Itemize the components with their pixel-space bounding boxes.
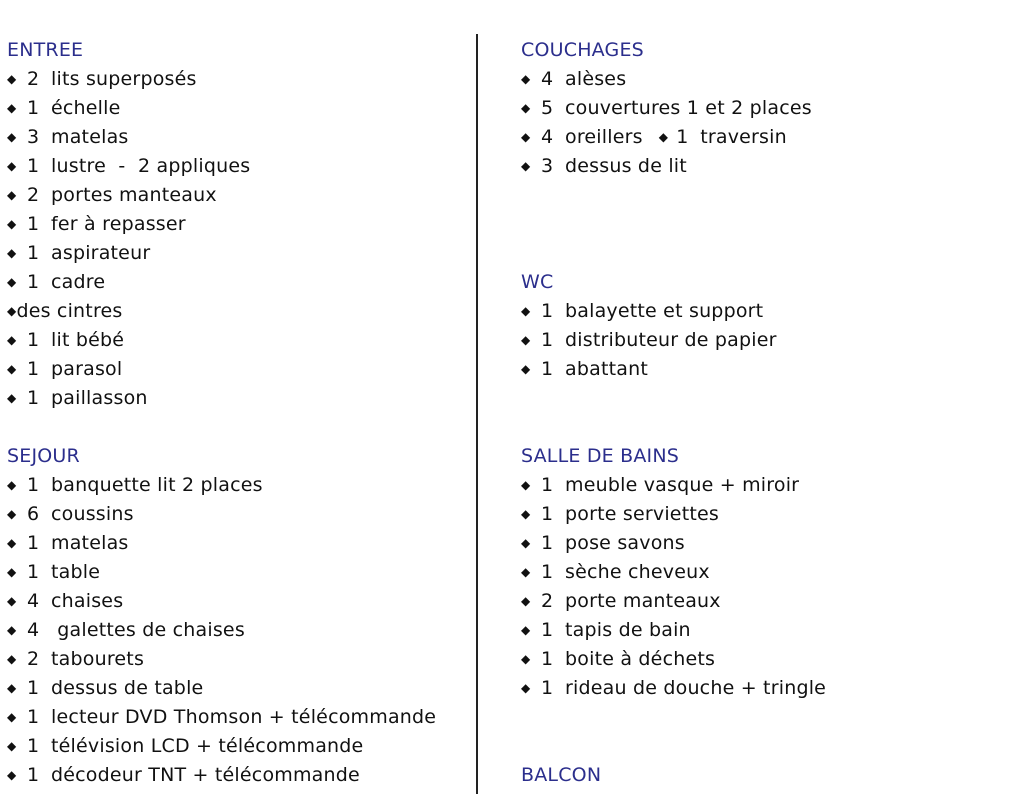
- section-gap: [521, 384, 1001, 442]
- bullet-icon: ◆: [521, 130, 531, 144]
- bullet-icon: ◆: [521, 72, 531, 86]
- list-item: [7, 384, 467, 413]
- list-item: [521, 674, 1001, 703]
- item-label: matelas: [51, 532, 129, 554]
- bullet-icon: ◆: [7, 333, 17, 347]
- list-item: [7, 181, 467, 210]
- item-quantity: 1: [27, 735, 40, 757]
- bullet-icon: ◆: [7, 739, 17, 753]
- item-label: lecteur DVD Thomson + télécommande: [51, 706, 437, 728]
- item-label: pose savons: [565, 532, 685, 554]
- item-quantity: 1: [27, 764, 40, 786]
- bullet-icon: ◆: [7, 594, 17, 608]
- item-label: banquette lit 2 places: [51, 474, 263, 496]
- item-quantity: 1: [541, 503, 554, 525]
- list-item: [521, 152, 1001, 181]
- bullet-icon: ◆: [7, 681, 17, 695]
- item-label: fer à repasser: [51, 213, 186, 235]
- item-label: abattant: [565, 358, 648, 380]
- item-quantity: 2: [27, 648, 40, 670]
- item-label: distributeur de papier: [565, 329, 777, 351]
- left-column: [7, 36, 467, 790]
- bullet-icon: ◆: [521, 101, 531, 115]
- list-item: [7, 152, 467, 181]
- item-label: alèses: [565, 68, 627, 90]
- item-label: boite à déchets: [565, 648, 716, 670]
- list-item: [521, 326, 1001, 355]
- list-item: [7, 65, 467, 94]
- section-title: SEJOUR: [7, 445, 80, 467]
- item-quantity: 1: [27, 155, 40, 177]
- section-title: COUCHAGES: [521, 39, 644, 61]
- list-item: [7, 703, 467, 732]
- item-label: dessus de lit: [565, 155, 687, 177]
- bullet-icon: ◆: [521, 362, 531, 376]
- item-quantity: 4: [541, 126, 554, 148]
- list-item: [7, 326, 467, 355]
- item-label: galettes de chaises: [51, 619, 245, 641]
- item-quantity: 1: [676, 126, 689, 148]
- item-label: couvertures 1 et 2 places: [565, 97, 812, 119]
- list-item: [521, 558, 1001, 587]
- item-label: portes manteaux: [51, 184, 217, 206]
- item-quantity: 1: [27, 358, 40, 380]
- item-label: coussins: [51, 503, 134, 525]
- item-quantity: 1: [27, 532, 40, 554]
- list-item: [521, 123, 1001, 152]
- item-label: paillasson: [51, 387, 148, 409]
- item-label: porte serviettes: [565, 503, 719, 525]
- item-quantity: 5: [541, 97, 554, 119]
- item-quantity: 1: [27, 706, 40, 728]
- item-quantity: 2: [27, 68, 40, 90]
- item-label: meuble vasque + miroir: [565, 474, 800, 496]
- bullet-icon: ◆: [7, 623, 17, 637]
- list-item: [7, 761, 467, 790]
- item-label: matelas: [51, 126, 129, 148]
- item-quantity: 1: [27, 474, 40, 496]
- bullet-icon: ◆: [7, 72, 17, 86]
- bullet-icon: ◆: [521, 681, 531, 695]
- list-item: [521, 94, 1001, 123]
- bullet-icon: ◆: [7, 246, 17, 260]
- bullet-icon: ◆: [7, 188, 17, 202]
- bullet-icon: ◆: [521, 333, 531, 347]
- item-label: aspirateur: [51, 242, 151, 264]
- item-quantity: 3: [541, 155, 554, 177]
- section-title: ENTREE: [7, 39, 84, 61]
- item-label: échelle: [51, 97, 121, 119]
- bullet-icon: ◆: [7, 391, 17, 405]
- item-label: lustre - 2 appliques: [51, 155, 251, 177]
- bullet-icon: ◆: [521, 507, 531, 521]
- item-quantity: 1: [541, 532, 554, 554]
- item-quantity: 2: [541, 590, 554, 612]
- item-quantity: 1: [27, 329, 40, 351]
- item-quantity: 1: [541, 300, 554, 322]
- item-label: parasol: [51, 358, 123, 380]
- item-label: oreillers: [565, 126, 643, 148]
- bullet-icon: ◆: [521, 304, 531, 318]
- item-label: des cintres: [16, 300, 123, 322]
- list-item: [521, 529, 1001, 558]
- item-quantity: 4: [541, 68, 554, 90]
- item-label: décodeur TNT + télécommande: [51, 764, 360, 786]
- section-title: WC: [521, 271, 554, 293]
- right-column: [521, 36, 1001, 790]
- item-quantity: 1: [541, 358, 554, 380]
- list-item: [521, 645, 1001, 674]
- section-gap: [7, 413, 467, 442]
- section-couchages: [521, 36, 1001, 181]
- item-label: porte manteaux: [565, 590, 721, 612]
- item-quantity: 4: [27, 590, 40, 612]
- bullet-icon: ◆: [7, 275, 17, 289]
- list-item: [7, 123, 467, 152]
- list-item: [7, 297, 467, 326]
- bullet-icon: ◆: [7, 130, 17, 144]
- item-quantity: 4: [27, 619, 40, 641]
- bullet-icon: ◆: [521, 478, 531, 492]
- item-quantity: 1: [541, 619, 554, 641]
- column-divider: [476, 34, 478, 794]
- section-gap: [521, 703, 1001, 761]
- item-quantity: 6: [27, 503, 40, 525]
- bullet-icon: ◆: [521, 652, 531, 666]
- bullet-icon: ◆: [7, 710, 17, 724]
- bullet-icon: ◆: [7, 478, 17, 492]
- bullet-icon: ◆: [521, 536, 531, 550]
- bullet-icon: ◆: [521, 159, 531, 173]
- item-quantity: 1: [541, 648, 554, 670]
- bullet-icon: ◆: [7, 304, 17, 318]
- list-item: [521, 355, 1001, 384]
- list-item: [7, 674, 467, 703]
- item-quantity: 1: [27, 213, 40, 235]
- bullet-icon: ◆: [7, 362, 17, 376]
- list-item: [7, 500, 467, 529]
- bullet-icon: ◆: [658, 130, 669, 144]
- list-item: [521, 297, 1001, 326]
- item-label: traversin: [700, 126, 787, 148]
- bullet-icon: ◆: [7, 101, 17, 115]
- list-item: [7, 732, 467, 761]
- item-quantity: 2: [27, 184, 40, 206]
- bullet-icon: ◆: [7, 217, 17, 231]
- list-item: [7, 645, 467, 674]
- bullet-icon: ◆: [7, 536, 17, 550]
- item-label: lit bébé: [51, 329, 125, 351]
- item-label: rideau de douche + tringle: [565, 677, 827, 699]
- item-label: tapis de bain: [565, 619, 691, 641]
- section-entree: [7, 36, 467, 413]
- bullet-icon: ◆: [521, 565, 531, 579]
- item-quantity: 1: [27, 97, 40, 119]
- list-item: [7, 471, 467, 500]
- bullet-icon: ◆: [521, 623, 531, 637]
- bullet-icon: ◆: [7, 565, 17, 579]
- item-quantity: 1: [541, 677, 554, 699]
- section-wc: [521, 268, 1001, 384]
- list-item: [521, 471, 1001, 500]
- item-label: tabourets: [51, 648, 145, 670]
- item-quantity: 1: [27, 561, 40, 583]
- section-title: BALCON: [521, 764, 602, 786]
- list-item: [7, 94, 467, 123]
- item-quantity: 3: [27, 126, 40, 148]
- list-item: [7, 355, 467, 384]
- item-label: cadre: [51, 271, 106, 293]
- section-title: SALLE DE BAINS: [521, 445, 680, 467]
- item-quantity: 1: [541, 329, 554, 351]
- list-item: [521, 65, 1001, 94]
- list-item: [7, 239, 467, 268]
- section-sejour: [7, 442, 467, 790]
- list-item: [7, 268, 467, 297]
- list-item: [7, 616, 467, 645]
- item-label: balayette et support: [565, 300, 764, 322]
- item-label: table: [51, 561, 101, 583]
- item-label: dessus de table: [51, 677, 204, 699]
- item-quantity: 1: [27, 677, 40, 699]
- item-quantity: 1: [541, 561, 554, 583]
- section-balcon: [521, 761, 1001, 790]
- list-item: [521, 587, 1001, 616]
- bullet-icon: ◆: [7, 768, 17, 782]
- item-quantity: 1: [27, 271, 40, 293]
- item-label: sèche cheveux: [565, 561, 710, 583]
- list-item: [7, 210, 467, 239]
- section-gap: [521, 181, 1001, 268]
- list-item: [7, 529, 467, 558]
- bullet-icon: ◆: [7, 159, 17, 173]
- item-quantity: 1: [27, 387, 40, 409]
- item-label: chaises: [51, 590, 124, 612]
- list-item: [521, 500, 1001, 529]
- list-item: [7, 587, 467, 616]
- bullet-icon: ◆: [7, 652, 17, 666]
- list-item: [7, 558, 467, 587]
- bullet-icon: ◆: [7, 507, 17, 521]
- list-item: [521, 616, 1001, 645]
- section-salle-de-bains: [521, 442, 1001, 703]
- item-quantity: 1: [27, 242, 40, 264]
- item-label: télévision LCD + télécommande: [51, 735, 364, 757]
- item-label: lits superposés: [51, 68, 197, 90]
- bullet-icon: ◆: [521, 594, 531, 608]
- item-quantity: 1: [541, 474, 554, 496]
